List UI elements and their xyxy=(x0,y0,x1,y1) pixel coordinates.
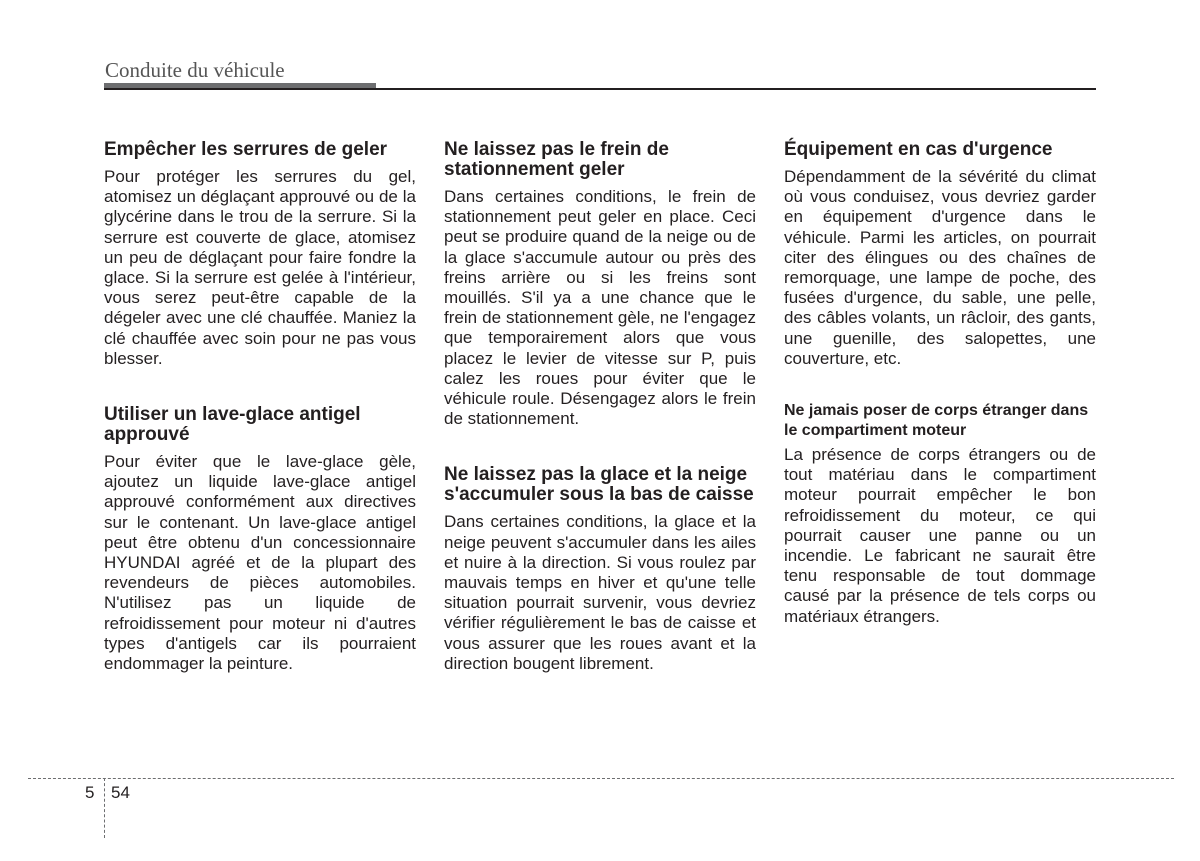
section-heading: Ne laissez pas la glace et la neige s'accumuler sous la bas de caisse xyxy=(444,464,754,506)
section-heading: Ne laissez pas le frein de stationnement geler xyxy=(444,139,669,180)
section-heading: Empêcher les serrures de geler xyxy=(104,139,388,160)
header-rule xyxy=(104,88,1096,90)
page-header-title: Conduite du véhicule xyxy=(105,58,285,82)
text-column-3 xyxy=(784,140,1096,663)
section-underbody-ice xyxy=(444,465,756,674)
section-subheading: Ne jamais poser de corps étranger dans le compartiment moteur xyxy=(784,402,1089,440)
footer-dashed-divider xyxy=(104,778,105,838)
section-paragraph: Dépendamment de la sévérité du climat où vous conduisez, vous devriez garder en équipement d'urgence dans le véhicule. Parmi les articles, on pourrait citer des élingues ou des chaînes de remorquage, une lampe de poche, des fusées d'urgence, du sable, une pelle, des câbles volants, un râcloir, des gants, une guenille, des salopettes, une couverture, etc. xyxy=(784,167,1096,368)
footer-dashed-rule xyxy=(28,778,1174,779)
section-paragraph: Pour protéger les serrures du gel, atomisez un déglaçant approuvé ou de la glycérine dans le trou de la serrure. Si la serrure est couverte de glace, atomisez un peu de déglaçant pour faire fondre la glace. Si la serrure est gelée à l'intérieur, vous serez peut-être capable de la dégeler avec une clé chauffée. Maniez la clé chauffée avec soin pour ne pas vous blesser. xyxy=(104,167,416,368)
section-paragraph: La présence de corps étrangers ou de tout matériau dans le compartiment moteur pourrait empêcher le bon refroidissement du moteur, ce qui pourrait causer une panne ou un incendie. Le fabricant ne saurait être tenu responsable de tout dommage causé par la présence de tels corps ou matériaux étrangers. xyxy=(784,445,1096,626)
section-lock-freeze xyxy=(104,140,416,369)
section-washer-antifreeze xyxy=(104,405,416,674)
section-paragraph: Dans certaines conditions, la glace et la neige peuvent s'accumuler dans les ailes et nuire à la direction. Si vous roulez par mauvais temps en hiver et qu'une telle situation pourrait survenir, vous devriez vérifier régulièrement le bas de caisse et vous assurer que les roues avant et la direction bougent librement. xyxy=(444,512,756,673)
section-heading: Équipement en cas d'urgence xyxy=(784,139,1053,160)
section-paragraph: Pour éviter que le lave-glace gèle, ajoutez un liquide lave-glace antigel approuvé conformément aux directives sur le contenant. Un lave-glace antigel peut être obtenu d'un concessionnaire HYUNDAI agréé et de la plupart des revendeurs de pièces automobiles. N'utilisez pas un liquide de refroidissement pour moteur ni d'autres types d'antigels car ils pourraient endommager la peinture. xyxy=(104,452,416,674)
section-paragraph: Dans certaines conditions, le frein de stationnement peut geler en place. Ceci peut se produire quand de la neige ou de la glace s'accumule autour ou près des freins arrière ou si les freins sont mouillés. S'il ya a une chance que le frein de stationnement gèle, ne l'engagez que temporairement alors que vous placez le levier de vitesse sur P, puis calez les roues pour éviter que le véhicule roule. Désengagez alors le frein de stationnement. xyxy=(444,187,756,429)
page-number: 54 xyxy=(111,783,130,802)
text-column-2 xyxy=(444,140,756,710)
section-parking-brake xyxy=(444,140,756,429)
section-foreign-objects xyxy=(784,401,1096,627)
section-heading: Utiliser un lave-glace antigel approuvé xyxy=(104,404,361,446)
chapter-number: 5 xyxy=(85,783,95,802)
section-emergency-equipment xyxy=(784,140,1096,369)
text-column-1 xyxy=(104,140,416,710)
